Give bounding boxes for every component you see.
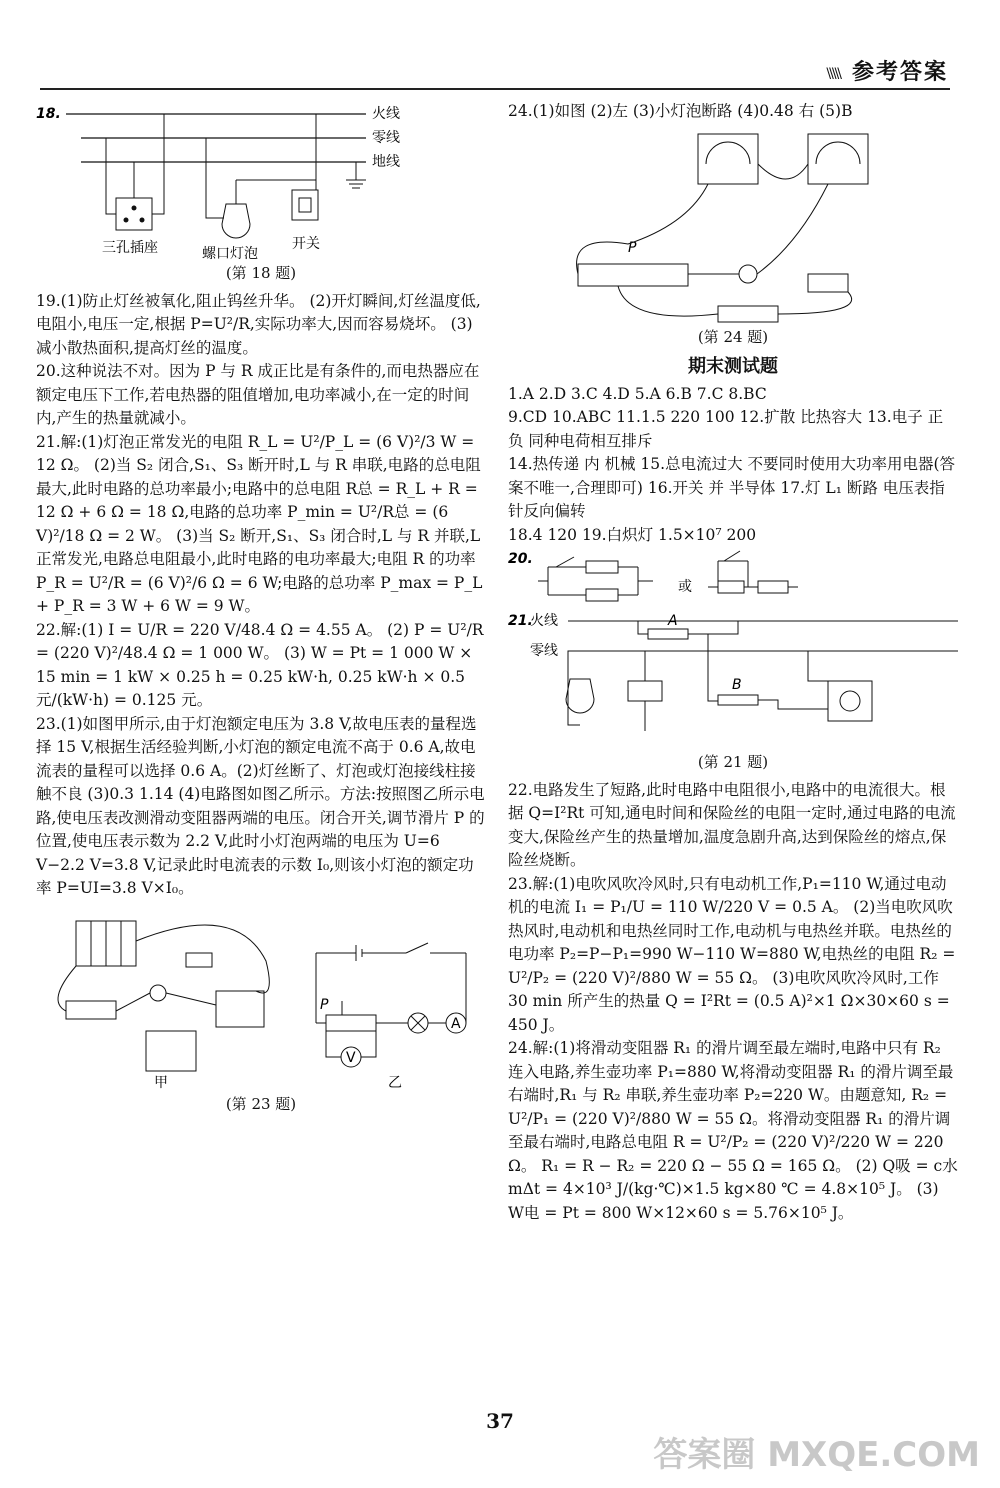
right-column (508, 100, 958, 1225)
bulb-icon (150, 985, 166, 1001)
switch-icon (628, 681, 662, 701)
page-number: 37 (486, 1409, 514, 1433)
header-rule (40, 88, 950, 90)
q24-caption: (第 24 题) (697, 327, 769, 346)
section-title: 期末测试题 (688, 356, 778, 377)
answer-24-final: 24.解:(1)将滑动变阻器 R₁ 的滑片调至最左端时,电路中只有 R₂ 连入电路,养生壶功率 P₁=880 W,将滑动变阻器 R₁ 的滑片调至最右端时,R₁ 与 R₂ 串联,养生壶功率 P₂=220 W。由题意知, R₂ = U²/P₁ = (220 V)²/880 W = 55 Ω。将滑动变阻器 R₁ 的滑片调至最右端时,电路总电阻 R = U²/P₂ = (220 V)²/220 W = 220 Ω。 R₁ = R − R₂ = 220 Ω − 55 Ω = 165 Ω。 (2) Q吸 = c水mΔt = 4×10³ J/(kg·℃)×1.5 kg×80 ℃ = 4.8×10⁵ J。 (3) W电 = Pt = 800 W×12×60 s = 5.76×10⁵ J。 (508, 1039, 958, 1222)
battery-icon (718, 306, 778, 322)
ammeter-icon (216, 991, 264, 1027)
three-pin-socket-icon (116, 198, 152, 230)
mc-answers-3: 14.热传递 内 机械 15.总电流过大 不要同时使用大功率用电器(答案不唯一,合理即可) 16.开关 并 半导体 17.灯 L₁ 断路 电压表指针反向偏转 (508, 455, 956, 520)
socket-label: 三孔插座 (102, 240, 158, 256)
answer-22: 22.解:(1) I = U/R = 220 V/48.4 Ω = 4.55 A。 (2) P = U²/R = (220 V)²/48.4 Ω = 1 000 W。 (3) W = Pt = 1 000 W × 15 min = 1 kW × 0.25 h = 0.25 kW·h, 0.25 kW·h × 0.5 元/(kW·h) = 0.125 元。 (36, 620, 484, 709)
bulb-icon (739, 265, 757, 283)
wire-neutral-label: 零线 (530, 643, 558, 659)
header-marks: \\\\\ (826, 66, 840, 82)
answer-23: 23.(1)如图甲所示,由于灯泡额定电压为 3.8 V,故电压表的量程选择 15 V,根据生活经验判断,小灯泡的额定电流不高于 0.6 A,故电流表的量程可以选择 0.6 A。(2)灯丝断了、灯泡或灯泡接线柱接触不良 (3)0.3 1.14 (4)电路图如图乙所示。方法:按照图乙所示电路,使电压表改测滑动变阻器两端的电压。闭合开关,调节滑片 P 的位置,使电压表示数为 2.2 V,此时小灯泡两端的电压为 U=6 V−2.2 V=3.8 V,记录此时电流表的示数 I₀,则该小灯泡的额定功率 P=UI=3.8 V×I₀。 (36, 714, 485, 897)
svg-text:A: A (451, 1015, 461, 1032)
left-column (36, 100, 486, 1120)
q18-caption: (第 18 题) (225, 264, 297, 282)
q21-figure (508, 609, 958, 749)
switch-label: 开关 (292, 236, 320, 252)
answer-19: 19.(1)防止灯丝被氧化,阻止钨丝升华。 (2)开灯瞬间,灯丝温度低,电阻小,电压一定,根据 P=U²/R,实际功率大,因而容易烧坏。 (3)减小散热面积,提高灯丝的温度。 (36, 291, 481, 357)
wire-live-label: 火线 (372, 106, 400, 122)
socket-icon (828, 681, 872, 721)
answer-24-first: 24.(1)如图 (2)左 (3)小灯泡断路 (4)0.48 右 (5)B (508, 102, 853, 120)
answer-20: 20.这种说法不对。因为 P 与 R 成正比是有条件的,而电热器应在额定电压下工作,若电热器的阻值增加,电功率减小,在一定的时间内,产生的热量就减小。 (36, 362, 480, 427)
q24-figure (508, 124, 958, 324)
voltmeter-icon (146, 1031, 196, 1071)
q23-figure (36, 901, 486, 1091)
figure-yi-label: 乙 (388, 1074, 402, 1091)
q21-caption: (第 21 题) (697, 753, 769, 771)
page-header-title: 参考答案 (851, 59, 948, 85)
bulb-label: 螺口灯泡 (202, 246, 258, 260)
slider-p-label: P (628, 239, 637, 256)
fuse-b-label: B (732, 677, 742, 693)
answer-21: 21.解:(1)灯泡正常发光的电阻 R_L = U²/P_L = (6 V)²/3 W = 12 Ω。 (2)当 S₂ 闭合,S₁、S₃ 断开时,L 与 R 串联,电路的总电阻最大,此时电路的总功率最小;电路中的总电阻 R总 = R_L + R = 12 Ω + 6 Ω = 18 Ω,电路的总功率 P_min = U²/R总 = (6 V)²/18 Ω = 2 W。 (3)当 S₂ 断开,S₁、S₃ 闭合时,L 与 R 并联,L 正常发光,电路总电阻最小,此时电路的电功率最大;电阻 R 的功率 P_R = U²/R = (6 V)²/6 Ω = 6 W;电路的总功率 P_max = P_L + P_R = 3 W + 6 W = 9 W。 (36, 432, 483, 615)
fuse-a-label: A (668, 613, 678, 629)
mc-answers-1: 1.A 2.D 3.C 4.D 5.A 6.B 7.C 8.BC (508, 384, 767, 403)
svg-text:P: P (320, 996, 329, 1013)
q20-number: 20. (508, 551, 533, 567)
screw-bulb-icon (222, 204, 250, 238)
switch-icon (292, 190, 318, 220)
wire-earth-label: 地线 (372, 154, 400, 170)
svg-text:V: V (346, 1049, 356, 1066)
q18-number: 18. (36, 106, 61, 122)
rheostat-icon (578, 264, 688, 286)
q21-number: 21. (508, 613, 533, 629)
schematic-rheostat (326, 1015, 376, 1031)
q23-caption: (第 23 题) (225, 1094, 297, 1113)
figure-jia-label: 甲 (154, 1074, 168, 1091)
switch-icon (186, 953, 212, 967)
q18-figure (36, 100, 486, 260)
q20-figure (508, 547, 958, 609)
bulb-icon (566, 679, 594, 713)
mc-answers-4: 18.4 120 19.白炽灯 1.5×10⁷ 200 (508, 525, 757, 544)
watermark-logo: 答案圈 MXQE.COM (653, 1435, 980, 1475)
or-label: 或 (678, 579, 692, 595)
wire-live-label: 火线 (530, 613, 558, 629)
answer-23-final: 23.解:(1)电吹风吹冷风时,只有电动机工作,P₁=110 W,通过电动机的电流 I₁ = P₁/U = 110 W/220 V = 0.5 A。 (2)当电吹风吹热风时,电动机和电热丝同时工作,电动机与电热丝并联。电热丝的电功率 P₂=P−P₁=990 W−110 W=880 W,电热丝的电阻 R₂ = U²/P₂ = (220 V)²/880 W = 55 Ω。 (3)电吹风吹冷风时,工作 30 min 所产生的热量 Q = I²Rt = (0.5 A)²×1 Ω×30×60 s = 450 J。 (508, 874, 956, 1034)
rheostat-icon (66, 1001, 116, 1019)
mc-answers-2: 9.CD 10.ABC 11.1.5 220 100 12.扩散 比热容大 13.电子 正 负 同种电荷相互排斥 (508, 408, 944, 450)
answer-22-final: 22.电路发生了短路,此时电路中电阻很小,电路中的电流很大。根据 Q=I²Rt 可知,通电时间和保险丝的电阻一定时,通过电路的电流变大,保险丝产生的热量增加,温度急剧升高,达到保险丝的熔点,保险丝烧断。 (508, 780, 956, 869)
switch-icon (808, 274, 848, 292)
wire-neutral-label: 零线 (372, 130, 400, 146)
